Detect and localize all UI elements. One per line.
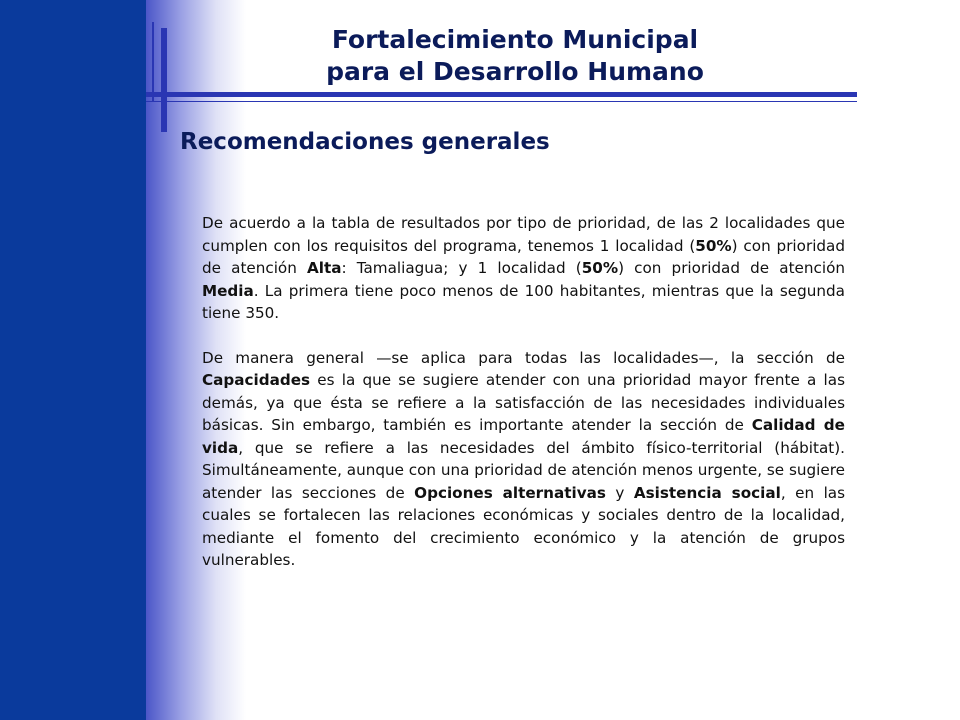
emphasis-text: Opciones alternativas bbox=[414, 483, 606, 502]
emphasis-text: Capacidades bbox=[202, 371, 311, 389]
paragraph-text: y bbox=[605, 483, 634, 502]
emphasis-text: Asistencia social bbox=[633, 483, 781, 502]
paragraph-text: . La primera tiene poco menos de 100 habitantes, mientras que la segunda tiene 350. bbox=[202, 281, 845, 322]
paragraph-text: es la que se sugiere atender con una prioridad mayor frente a las demás, ya que ésta se refiere a la satisfacción de las necesidades individuales básicas. Sin embargo, también es importante atender la sección de bbox=[202, 371, 845, 434]
slide-title-line-2: para el Desarrollo Humano bbox=[326, 57, 704, 86]
sidebar-band bbox=[0, 0, 146, 720]
decorative-horizontal-rule bbox=[146, 92, 857, 97]
emphasis-text: Media bbox=[202, 281, 254, 300]
paragraph-text: , en las cuales se fortalecen las relaciones económicas y sociales dentro de la localidad, mediante el fomento del crecimiento económico y la atención de grupos vulnerables. bbox=[202, 483, 846, 569]
paragraph-text: De acuerdo a la tabla de resultados por tipo de prioridad, de las 2 localidades que cumplen con los requisitos del programa, tenemos 1 localidad ( bbox=[202, 214, 845, 255]
slide-title-line-1: Fortalecimiento Municipal bbox=[331, 25, 699, 54]
emphasis-text: 50% bbox=[581, 259, 619, 277]
emphasis-text: 50% bbox=[695, 236, 732, 255]
emphasis-text: Alta bbox=[307, 259, 342, 277]
paragraph-general-recommendation bbox=[202, 347, 845, 572]
paragraph-text: , que se refiere a las necesidades del ámbito físico-territorial (hábitat). Simultáneamente, aunque con una prioridad de atención menos urgente, se sugiere atender las secciones de bbox=[202, 438, 845, 502]
body-text bbox=[202, 212, 845, 594]
paragraph-priority-summary bbox=[202, 212, 845, 325]
decorative-horizontal-rule bbox=[146, 101, 857, 102]
decorative-vertical-line bbox=[161, 28, 167, 132]
paragraph-text: : Tamaliagua; y 1 localidad ( bbox=[341, 259, 582, 277]
slide-title bbox=[245, 24, 785, 88]
emphasis-text: Calidad de vida bbox=[202, 416, 845, 457]
section-heading: Recomendaciones generales bbox=[180, 129, 550, 155]
paragraph-text: De manera general —se aplica para todas las localidades—, la sección de bbox=[202, 348, 845, 367]
paragraph-text: ) con prioridad de atención bbox=[202, 236, 845, 277]
paragraph-text: ) con prioridad de atención bbox=[618, 259, 845, 277]
decorative-vertical-line bbox=[152, 22, 154, 102]
